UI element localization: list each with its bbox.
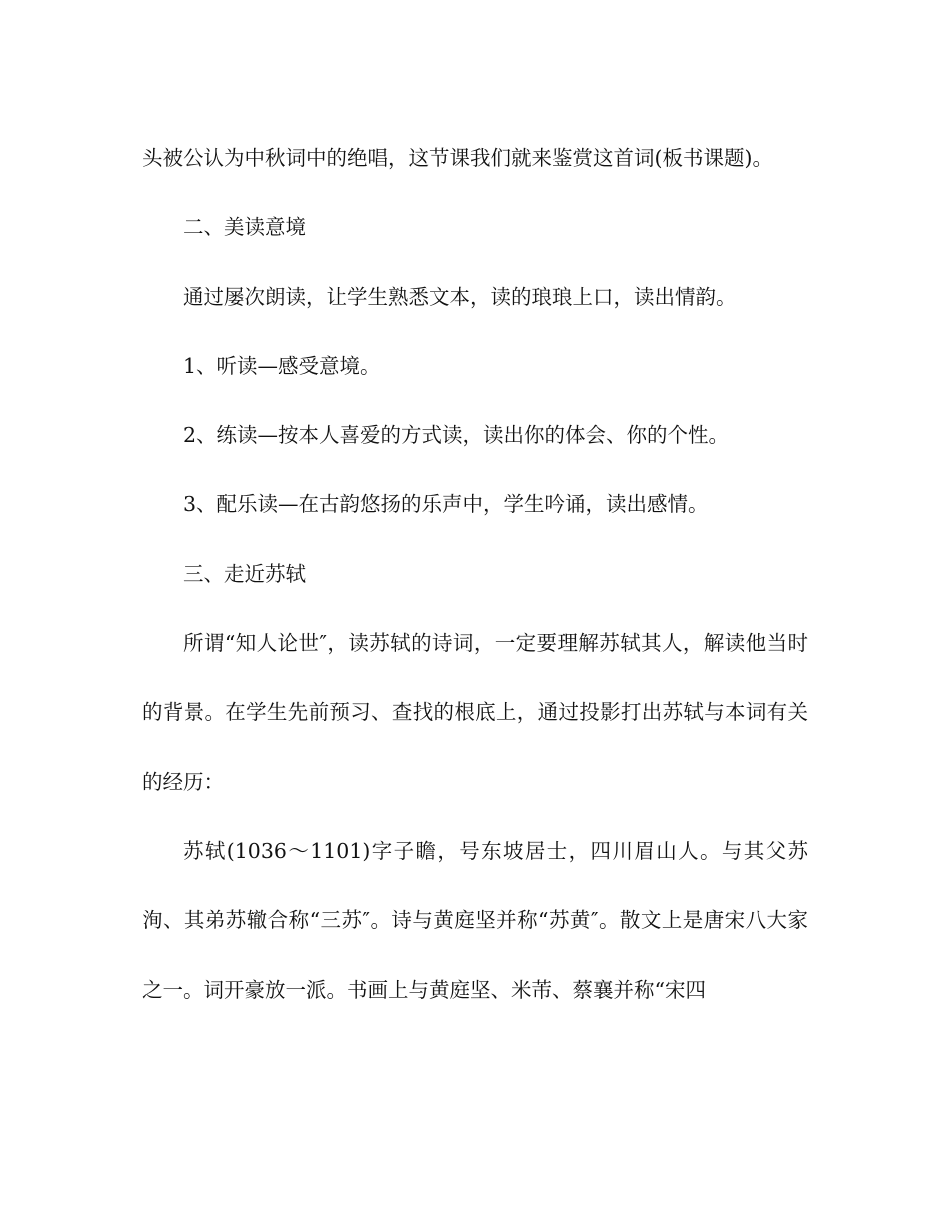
list-item-listen: 1、听读—感受意境。 [183, 353, 381, 378]
list-item-practice: 2、练读—按本人喜爱的方式读，读出你的体会、你的个性。 [183, 423, 730, 448]
section-heading-su-shi: 三、走近苏轼 [183, 561, 306, 586]
document-body [142, 124, 808, 1025]
paragraph-continuation: 头被公认为中秋词中的绝唱，这节课我们就来鉴赏这首词(板书课题)。 [142, 146, 773, 170]
list-item-music: 3、配乐读—在古韵悠扬的乐声中，学生吟诵，读出感情。 [183, 492, 709, 517]
paragraph-reading-intro: 通过屡次朗读，让学生熟悉文本，读的琅琅上口，读出情韵。 [183, 284, 737, 309]
paragraph-background: 所谓“知人论世″，读苏轼的诗词，一定要理解苏轼其人，解读他当时的背景。在学生先前预习、查找的根底上，通过投影打出苏轼与本词有关的经历： [142, 631, 808, 794]
paragraph-biography: 苏轼(1036～1101)字子瞻，号东坡居士，四川眉山人。与其父苏洵、其弟苏辙合称“三苏″。诗与黄庭坚并称“苏黄″。散文上是唐宋八大家之一。词开豪放一派。书画上与黄庭坚、米芾、蔡襄并称“宋四 [142, 838, 808, 1002]
section-heading-reading: 二、美读意境 [183, 215, 306, 240]
